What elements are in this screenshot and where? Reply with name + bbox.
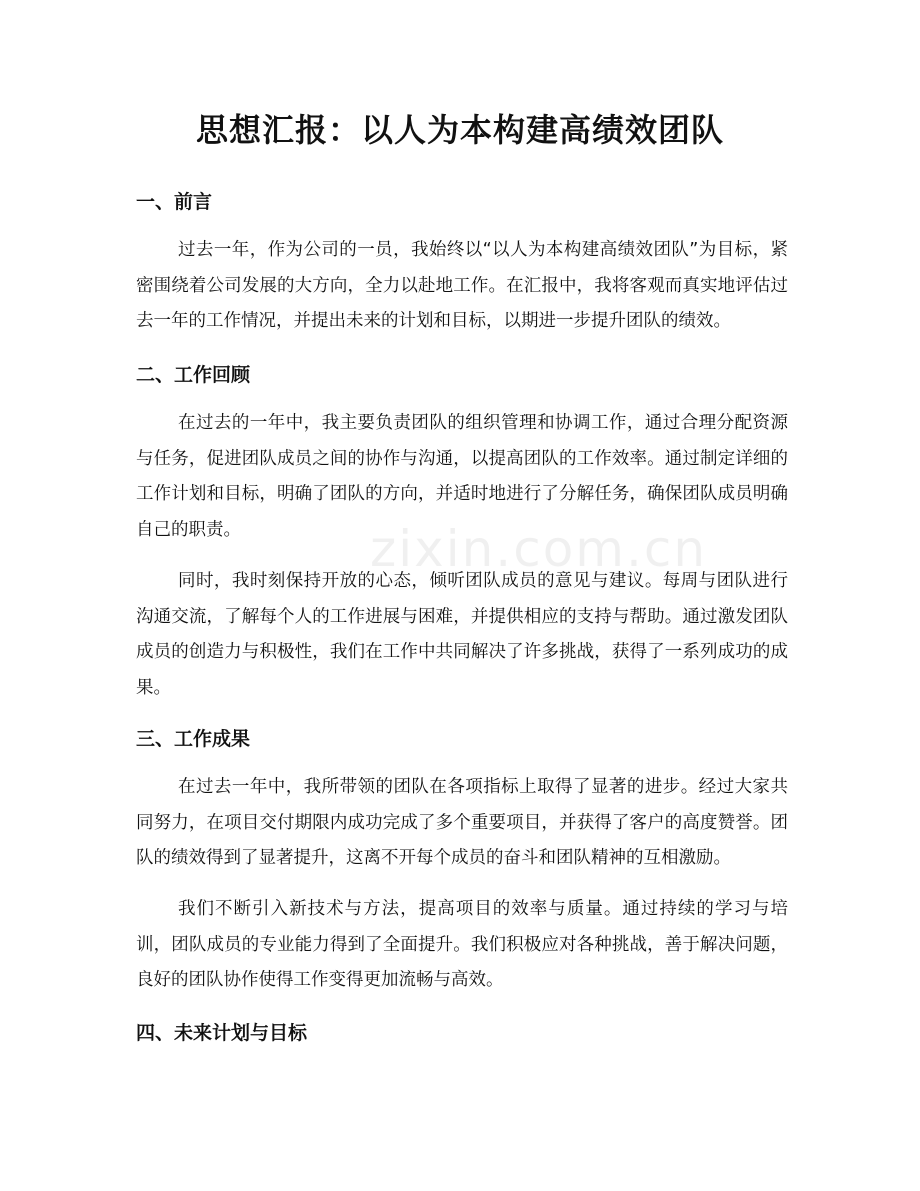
section-heading-work-results: 三、工作成果 (136, 728, 251, 750)
paragraph-preface: 过去一年，作为公司的一员，我始终以“以人为本构建高绩效团队”为目标，紧密围绕着公司发展的大方向，全力以赴地工作。在汇报中，我将客观而真实地评估过去一年的工作情况，并提出未来的计划和目标，以期进一步提升团队的绩效。 (136, 240, 788, 331)
section-heading-future-plans: 四、未来计划与目标 (136, 1022, 308, 1044)
section-heading-work-review: 二、工作回顾 (136, 364, 251, 386)
paragraph-work-review-1: 在过去的一年中，我主要负责团队的组织管理和协调工作，通过合理分配资源与任务，促进团队成员之间的协作与沟通，以提高团队的工作效率。通过制定详细的工作计划和目标，明确了团队的方向，并适时地进行了分解任务，确保团队成员明确自己的职责。 (136, 413, 788, 540)
paragraph-work-results-2: 我们不断引入新技术与方法，提高项目的效率与质量。通过持续的学习与培训，团队成员的专业能力得到了全面提升。我们积极应对各种挑战，善于解决问题，良好的团队协作使得工作变得更加流畅与高效。 (136, 899, 788, 990)
section-heading-preface: 一、前言 (136, 191, 213, 213)
watermark-text: zixin.com.cn (370, 520, 708, 578)
paragraph-work-review-2: 同时，我时刻保持开放的心态，倾听团队成员的意见与建议。每周与团队进行沟通交流，了解每个人的工作进展与困难，并提供相应的支持与帮助。通过激发团队成员的创造力与积极性，我们在工作中共同解决了许多挑战，获得了一系列成功的成果。 (136, 571, 788, 698)
document-title: 思想汇报：以人为本构建高绩效团队 (195, 111, 724, 149)
paragraph-work-results-1: 在过去一年中，我所带领的团队在各项指标上取得了显著的进步。经过大家共同努力，在项目交付期限内成功完成了多个重要项目，并获得了客户的高度赞誉。团队的绩效得到了显著提升，这离不开每个成员的奋斗和团队精神的互相激励。 (136, 777, 788, 868)
